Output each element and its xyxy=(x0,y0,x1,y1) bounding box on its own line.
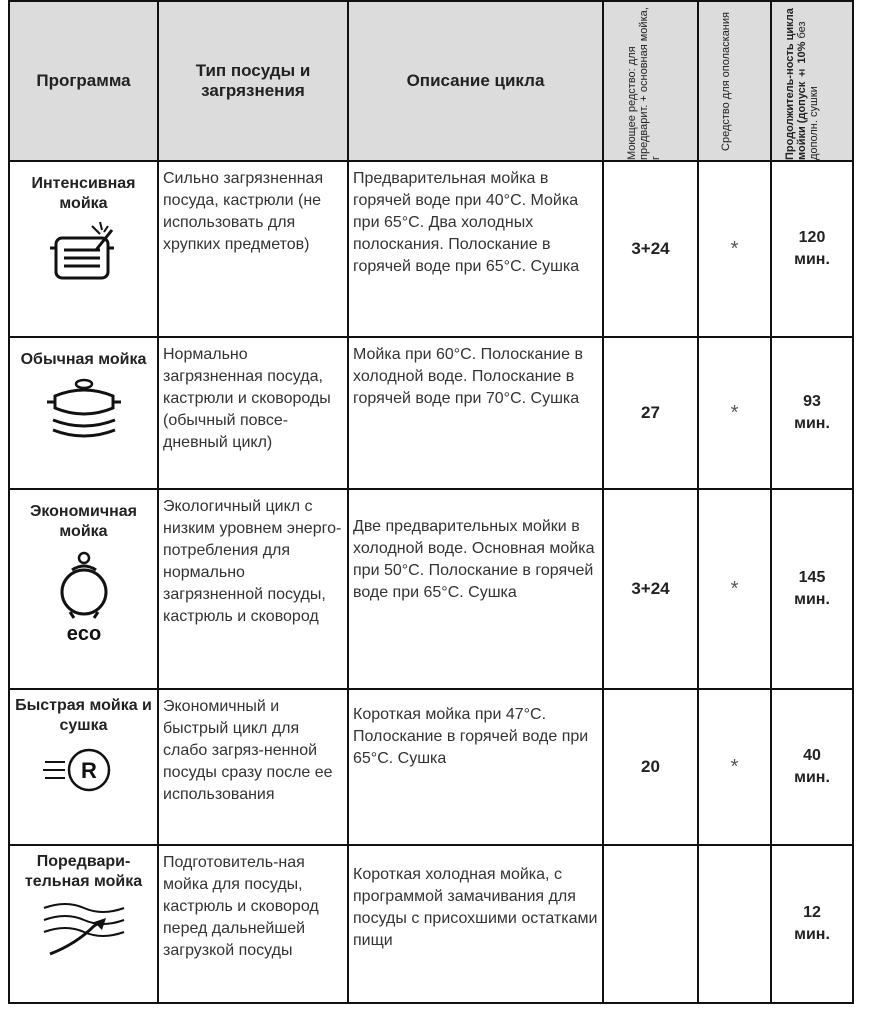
dish-type-cell: Подготовитель-ная мойка для посуды, кастрюль и сковород перед дальнейшей загрузкой посуды xyxy=(158,845,348,1003)
rinse-cell: * xyxy=(698,489,771,689)
header-cycle-desc: Описание цикла xyxy=(348,1,603,161)
dish-type-cell: Экономичный и быстрый цикл для слабо загряз-ненной посуды сразу после ее использования xyxy=(158,689,348,845)
dish-type-cell: Нормально загрязненная посуда, кастрюли и сковороды (обычный повсе-дневный цикл) xyxy=(158,337,348,489)
header-row xyxy=(9,1,853,161)
rinse-cell: * xyxy=(698,161,771,337)
cycle-desc-cell: Короткая холодная мойка, с программой замачивания для посуды с присохшими остатками пищи xyxy=(348,845,603,1003)
table-row xyxy=(9,689,853,845)
normal-pot-icon xyxy=(39,376,129,442)
rinse-cell xyxy=(698,845,771,1003)
rinse-cell: * xyxy=(698,337,771,489)
header-rinse-aid: Средство для ополаскания xyxy=(698,1,771,161)
rapid-label: R xyxy=(80,758,97,783)
dish-type-cell: Экологичный цикл с низким уровнем энерго-потребления для нормально загрязненной посуды, кастрюль и сковород xyxy=(158,489,348,689)
detergent-cell: 20 xyxy=(603,689,698,845)
detergent-cell: 3+24 xyxy=(603,489,698,689)
rapid-icon xyxy=(39,742,129,798)
program-table xyxy=(8,0,854,1004)
duration-cell: 120 мин. xyxy=(771,161,853,337)
eco-label: eco xyxy=(66,623,101,644)
header-dish-type: Тип посуды и загрязнения xyxy=(158,1,348,161)
detergent-cell: 3+24 xyxy=(603,161,698,337)
cycle-desc-cell: Предварительная мойка в горячей воде при 40°С. Мойка при 65°С. Два холодных полоскания. Полоскание в горячей воде при 65°С. Сушка xyxy=(348,161,603,337)
table-row xyxy=(9,489,853,689)
program-cell: Экономичная мойка eco xyxy=(9,489,158,689)
table-row xyxy=(9,337,853,489)
program-cell: Обычная мойка xyxy=(9,337,158,489)
duration-cell: 93 мин. xyxy=(771,337,853,489)
eco-icon xyxy=(44,548,124,644)
cycle-desc-cell: Две предварительных мойки в холодной воде. Основная мойка при 50°С. Полоскание в горячей воде при 65°С. Сушка xyxy=(348,489,603,689)
program-cell: Поредвари-тельная мойка xyxy=(9,845,158,1003)
detergent-cell: 27 xyxy=(603,337,698,489)
cycle-desc-cell: Короткая мойка при 47°С. Полоскание в горячей воде при 65°С. Сушка xyxy=(348,689,603,845)
program-cell: Интенсивная мойка xyxy=(9,161,158,337)
header-program: Программа xyxy=(9,1,158,161)
intensive-pot-icon xyxy=(42,220,126,282)
duration-cell: 40 мин. xyxy=(771,689,853,845)
header-detergent: Моющее редство: для предварит. + основная мойка, г xyxy=(603,1,698,161)
prewash-icon xyxy=(36,898,132,960)
detergent-cell xyxy=(603,845,698,1003)
duration-cell: 12 мин. xyxy=(771,845,853,1003)
header-duration: Продолжитель-ность цикла мойки (допуск ± 10% без дополн. сушки xyxy=(771,1,853,161)
program-cell: Быстрая мойка и сушка R xyxy=(9,689,158,845)
duration-cell: 145 мин. xyxy=(771,489,853,689)
cycle-desc-cell: Мойка при 60°С. Полоскание в холодной воде. Полоскание в горячей воде при 70°С. Сушка xyxy=(348,337,603,489)
table-row xyxy=(9,845,853,1003)
dish-type-cell: Сильно загрязненная посуда, кастрюли (не использовать для хрупких предметов) xyxy=(158,161,348,337)
table-row xyxy=(9,161,853,337)
rinse-cell: * xyxy=(698,689,771,845)
